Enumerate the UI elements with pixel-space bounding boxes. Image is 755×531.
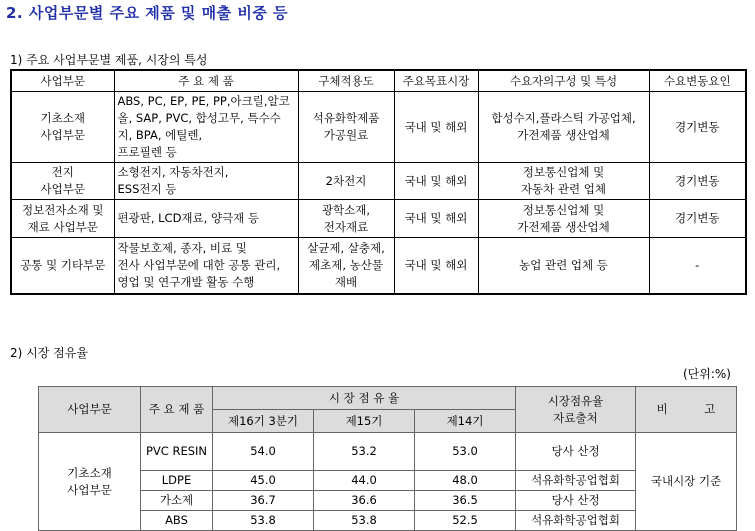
cell-usage: 석유화학제품 가공원료 [298, 92, 394, 163]
table-row [11, 163, 746, 200]
cell-source: 당사 산정 [516, 491, 636, 511]
cell-product: LDPE [141, 471, 213, 491]
cell-usage: 2차전지 [298, 163, 394, 200]
cell-target-market: 국내 및 해외 [394, 92, 478, 163]
table-row [39, 471, 737, 491]
header-target-market: 주요목표시장 [394, 70, 478, 92]
cell-source: 당사 산정 [516, 433, 636, 471]
page-heading: 2. 사업부문별 주요 제품 및 매출 비중 등 [6, 4, 289, 22]
table-row [39, 491, 737, 511]
cell-division: 전지 사업부문 [11, 163, 114, 200]
cell-source: 석유화학공업협회 [516, 471, 636, 491]
cell-share-14: 48.0 [415, 471, 516, 491]
section2-title: 2) 시장 점유율 [10, 346, 88, 360]
header-source: 시장점유율 자료출처 [516, 387, 636, 433]
header-usage: 구체적용도 [298, 70, 394, 92]
unit-label: (단위:%) [683, 367, 731, 381]
cell-division: 공통 및 기타부문 [11, 238, 114, 294]
cell-target-market: 국내 및 해외 [394, 163, 478, 200]
cell-products: 소형전지, 자동차전지, ESS전지 등 [114, 163, 298, 200]
cell-usage: 광학소재, 전자재료 [298, 200, 394, 238]
cell-share-15: 36.6 [314, 491, 415, 511]
cell-share-15: 53.2 [314, 433, 415, 471]
cell-target-market: 국내 및 해외 [394, 238, 478, 294]
cell-share-14: 52.5 [415, 511, 516, 531]
table-row [11, 92, 746, 163]
header-note: 비 고 [636, 387, 737, 433]
header-period-14: 제14기 [415, 410, 516, 433]
cell-share-16q3: 54.0 [213, 433, 314, 471]
table-row [11, 238, 746, 294]
section1-title: 1) 주요 사업부문별 제품, 시장의 특성 [10, 53, 208, 67]
cell-usage: 살균제, 살충제, 제초제, 농산물 재배 [298, 238, 394, 294]
header-customers: 수요자의구성 및 특성 [478, 70, 649, 92]
cell-share-15: 44.0 [314, 471, 415, 491]
table-header-row [39, 387, 737, 410]
cell-demand-factor: 경기변동 [649, 163, 746, 200]
cell-share-15: 53.8 [314, 511, 415, 531]
cell-products: 작물보호제, 종자, 비료 및 전사 사업부문에 대한 공통 관리, 영업 및 연구개발 활동 수행 [114, 238, 298, 294]
header-division: 사업부문 [39, 387, 141, 433]
cell-division: 기초소재 사업부문 [11, 92, 114, 163]
header-demand-factor: 수요변동요인 [649, 70, 746, 92]
cell-target-market: 국내 및 해외 [394, 200, 478, 238]
cell-customers: 합성수지,플라스틱 가공업체, 가전제품 생산업체 [478, 92, 649, 163]
table-header-row [11, 70, 746, 92]
cell-demand-factor: 경기변동 [649, 200, 746, 238]
cell-demand-factor: 경기변동 [649, 92, 746, 163]
cell-division: 기초소재 사업부문 [39, 433, 141, 531]
cell-division: 정보전자소재 및 재료 사업부문 [11, 200, 114, 238]
header-products: 주 요 제 품 [114, 70, 298, 92]
header-period-16q3: 제16기 3분기 [213, 410, 314, 433]
cell-share-14: 36.5 [415, 491, 516, 511]
table-row [11, 200, 746, 238]
cell-note: 국내시장 기준 [636, 433, 737, 531]
cell-share-16q3: 53.8 [213, 511, 314, 531]
header-market-share: 시 장 점 유 율 [213, 387, 516, 410]
header-product: 주 요 제 품 [141, 387, 213, 433]
table-row [39, 433, 737, 471]
cell-share-16q3: 36.7 [213, 491, 314, 511]
cell-customers: 농업 관련 업체 등 [478, 238, 649, 294]
cell-demand-factor: - [649, 238, 746, 294]
cell-product: PVC RESIN [141, 433, 213, 471]
table-row [39, 511, 737, 531]
cell-product: ABS [141, 511, 213, 531]
header-division: 사업부문 [11, 70, 114, 92]
cell-share-14: 53.0 [415, 433, 516, 471]
cell-source: 석유화학공업협회 [516, 511, 636, 531]
cell-customers: 정보통신업체 및 가전제품 생산업체 [478, 200, 649, 238]
market-share-table [38, 386, 737, 531]
header-period-15: 제15기 [314, 410, 415, 433]
product-market-table [10, 69, 747, 295]
cell-products: 편광판, LCD재료, 양극재 등 [114, 200, 298, 238]
cell-share-16q3: 45.0 [213, 471, 314, 491]
cell-products: ABS, PC, EP, PE, PP,아크릴,알코올, SAP, PVC, 합성고무, 특수수지, BPA, 에틸렌, 프로필렌 등 [114, 92, 298, 163]
cell-product: 가소제 [141, 491, 213, 511]
cell-customers: 정보통신업체 및 자동차 관련 업체 [478, 163, 649, 200]
